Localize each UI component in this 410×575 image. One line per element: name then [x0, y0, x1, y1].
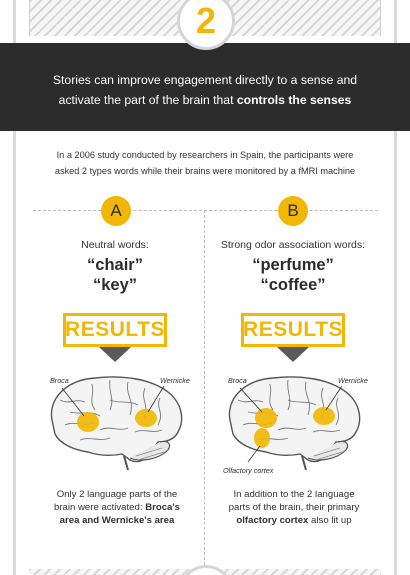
column-a-word-2: “key” [92, 276, 138, 294]
column-b-label: Strong odor association words: [220, 239, 366, 251]
column-a-badge [101, 196, 131, 226]
column-a-results-box [63, 313, 167, 347]
column-a-word-1: “chair” [87, 256, 143, 274]
column-b-caption-line-3-text: also lit up [308, 515, 352, 526]
column-b-caption [214, 488, 374, 527]
column-b-caption-line-3 [214, 514, 374, 527]
banner-line-1: Stories can improve engagement directly to a sense and [52, 73, 358, 87]
column-a-results-arrow [99, 347, 131, 362]
column-b-broca-label: Broca [228, 376, 247, 385]
column-b-results-arrow [277, 347, 309, 362]
column-b-brain-illustration [218, 370, 368, 475]
column-a-caption-line-2-bold: Broca's [145, 502, 180, 513]
banner-line-2-bold: controls the senses [236, 93, 352, 107]
banner-line-2 [0, 90, 410, 110]
column-b-caption-line-1: In addition to the 2 language [233, 489, 355, 500]
column-a-letter: A [110, 201, 122, 220]
column-a-caption-line-2 [37, 501, 197, 514]
column-a-caption-line-3 [37, 514, 197, 527]
column-a-brain-illustration [40, 370, 190, 475]
column-b-results-label: RESULTS [243, 318, 343, 341]
column-b-word-2: “coffee” [260, 276, 326, 294]
column-a-caption-line-3-bold: area and Wernicke's area [59, 515, 175, 526]
headline-banner [0, 43, 410, 131]
column-b-caption-line-3-bold: olfactory cortex [236, 515, 309, 526]
step-number: 2 [195, 0, 217, 41]
column-b-badge [278, 196, 308, 226]
column-a-results-label: RESULTS [65, 318, 165, 341]
intro-line-2: asked 2 types words while their brains were monitored by a fMRI machine [54, 166, 356, 176]
column-b-wernicke-label: Wernicke [338, 376, 368, 385]
intro-line-1: In a 2006 study conducted by researchers in Spain, the participants were [56, 150, 354, 160]
column-b-caption-line-2: parts of the brain, their primary [228, 502, 360, 513]
column-a-wernicke-label: Wernicke [160, 376, 190, 385]
column-b-results-box [241, 313, 345, 347]
column-b-olfactory-label: Olfactory cortex [223, 466, 274, 475]
column-b-word-1: “perfume” [252, 256, 334, 274]
dashed-divider-horizontal [33, 210, 378, 211]
column-a-caption-line-2-text: brain were activated: [54, 502, 146, 513]
column-a-broca-label: Broca [50, 376, 69, 385]
column-a-caption-line-1: Only 2 language parts of the [56, 489, 178, 500]
banner-line-2-text: activate the part of the brain that [58, 93, 237, 107]
column-b-letter: B [287, 201, 299, 220]
study-intro [40, 147, 370, 179]
column-a-caption [37, 488, 197, 527]
column-a-label: Neutral words: [81, 239, 149, 251]
